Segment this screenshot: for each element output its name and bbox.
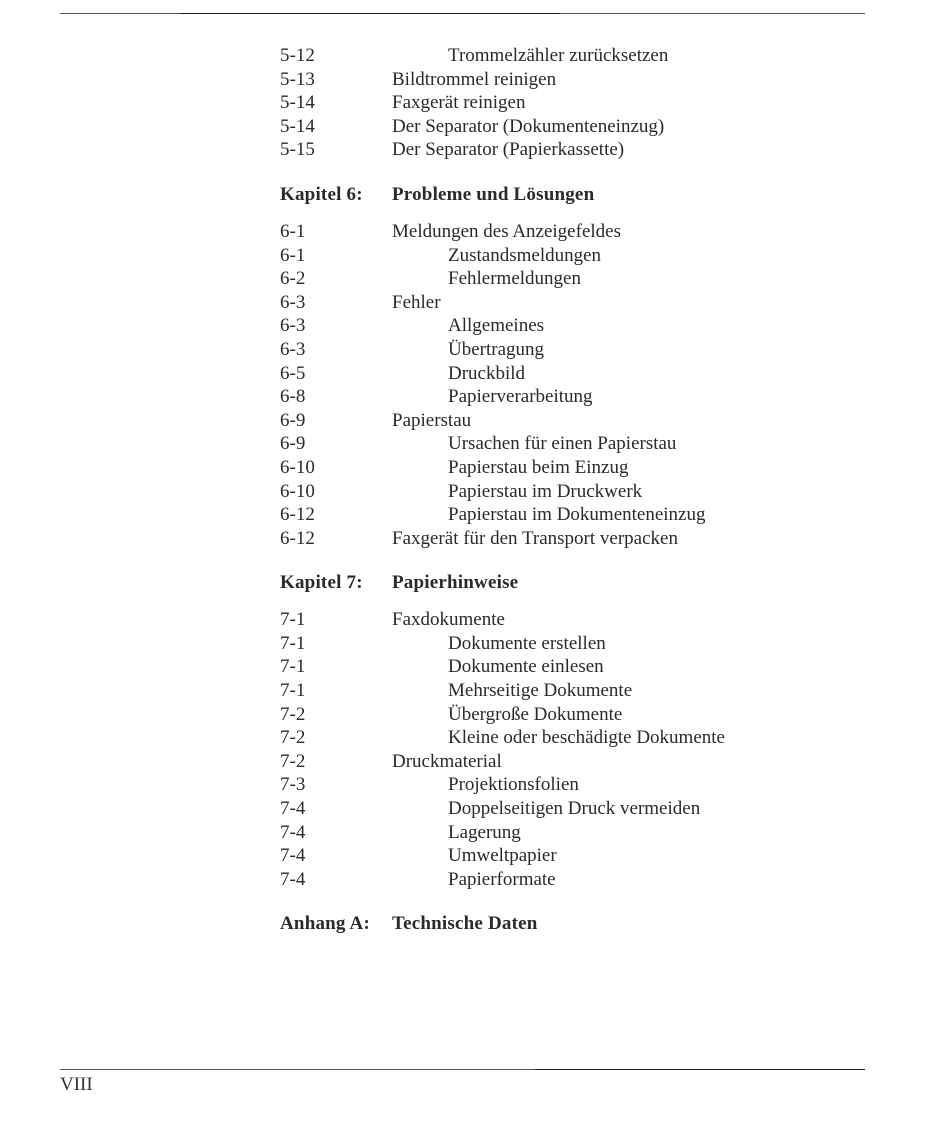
toc-entry-title: Der Separator (Papierkassette) (392, 139, 625, 161)
toc-entry-title: Faxgerät für den Transport verpacken (392, 527, 678, 549)
toc-page-number: 5-13 (280, 68, 315, 90)
toc-entry-title: Dokumente erstellen (448, 632, 606, 654)
toc-page-number: 6-9 (280, 433, 306, 455)
toc-page-number: 5-12 (280, 45, 315, 66)
toc-page-number: 6-8 (280, 386, 306, 408)
toc-page-number: 7-1 (280, 609, 306, 631)
toc-page-number: 7-4 (280, 868, 306, 890)
toc-entry (280, 503, 800, 527)
toc-block-chapter-5 (280, 44, 800, 162)
toc-entry (280, 138, 800, 162)
toc-entry (280, 409, 800, 433)
toc-entry (280, 244, 800, 268)
page-number: VIII (60, 1074, 93, 1095)
chapter-label: Kapitel 7: (280, 572, 363, 594)
toc-entry-title: Papierstau im Dokumenteneinzug (448, 504, 706, 526)
toc-entry-title: Mehrseitige Dokumente (448, 680, 633, 702)
toc-entry (280, 338, 800, 362)
toc-entry-title: Zustandsmeldungen (448, 244, 602, 266)
toc-entry (280, 115, 800, 139)
toc-entry (280, 44, 800, 68)
toc-page-number: 6-3 (280, 338, 306, 360)
toc-entry (280, 608, 800, 632)
toc-page-number: 7-2 (280, 750, 306, 772)
toc-page-number: 5-14 (280, 115, 315, 137)
toc-page-number: 6-2 (280, 268, 306, 290)
toc-page-number: 7-4 (280, 821, 306, 843)
toc-entry (280, 456, 800, 480)
chapter-heading-7 (280, 571, 800, 595)
toc-entry (280, 362, 800, 386)
toc-entry-title: Papierformate (448, 868, 556, 890)
toc-entry-title: Faxdokumente (392, 609, 505, 631)
toc-entry (280, 480, 800, 504)
toc-entry-title: Papierstau (392, 409, 472, 431)
toc-entry-title: Ursachen für einen Papierstau (448, 433, 677, 455)
toc-entry-title: Allgemeines (448, 315, 545, 337)
toc-entry (280, 220, 800, 244)
toc-entry (280, 844, 800, 868)
header-rule (60, 13, 865, 14)
table-of-contents (280, 44, 800, 936)
toc-page-number: 7-2 (280, 727, 306, 749)
toc-block-chapter-6 (280, 220, 800, 550)
toc-page-number: 6-3 (280, 315, 306, 337)
toc-page-number: 7-1 (280, 680, 306, 702)
toc-entry-title: Dokumente einlesen (448, 656, 604, 678)
toc-page-number: 5-15 (280, 139, 315, 161)
toc-entry (280, 91, 800, 115)
chapter-title: Probleme und Lösungen (392, 183, 595, 205)
chapter-title: Papierhinweise (392, 572, 519, 594)
toc-entry (280, 703, 800, 727)
toc-entry-title: Bildtrommel reinigen (392, 68, 557, 90)
toc-entry-title: Fehler (392, 291, 441, 313)
toc-entry (280, 868, 800, 892)
chapter-heading-6 (280, 183, 800, 207)
toc-entry-title: Doppelseitigen Druck vermeiden (448, 798, 701, 820)
appendix-heading-a (280, 912, 800, 936)
toc-entry-title: Papierstau im Druckwerk (448, 480, 643, 502)
toc-entry (280, 527, 800, 551)
toc-page-number: 6-1 (280, 244, 306, 266)
chapter-label: Kapitel 6: (280, 183, 363, 205)
toc-entry (280, 385, 800, 409)
toc-entry-title: Übergroße Dokumente (448, 703, 623, 725)
toc-page-number: 7-2 (280, 703, 306, 725)
toc-page-number: 7-3 (280, 774, 306, 796)
toc-entry (280, 267, 800, 291)
toc-entry-title: Fehlermeldungen (448, 268, 581, 290)
appendix-title: Technische Daten (392, 913, 538, 935)
toc-page-number: 6-10 (280, 456, 315, 478)
toc-page-number: 6-3 (280, 291, 306, 313)
toc-entry (280, 750, 800, 774)
toc-entry (280, 655, 800, 679)
toc-entry-title: Lagerung (448, 821, 521, 843)
toc-entry (280, 432, 800, 456)
toc-entry (280, 291, 800, 315)
toc-entry (280, 632, 800, 656)
toc-page-number: 6-5 (280, 362, 306, 384)
toc-entry-title: Umweltpapier (448, 845, 557, 867)
toc-entry (280, 821, 800, 845)
toc-entry-title: Papierstau beim Einzug (448, 456, 629, 478)
toc-entry-title: Projektionsfolien (448, 774, 579, 796)
toc-entry (280, 797, 800, 821)
footer-rule (60, 1069, 865, 1070)
toc-page-number: 7-1 (280, 632, 306, 654)
toc-block-chapter-7 (280, 608, 800, 891)
toc-page-number: 7-4 (280, 798, 306, 820)
toc-page-number: 6-1 (280, 220, 306, 242)
toc-entry-title: Druckbild (448, 362, 526, 384)
toc-entry (280, 726, 800, 750)
toc-page-number: 6-12 (280, 504, 315, 526)
toc-page-number: 7-4 (280, 845, 306, 867)
toc-entry (280, 68, 800, 92)
toc-entry-title: Papierverarbeitung (448, 386, 593, 408)
toc-page-number: 6-10 (280, 480, 315, 502)
toc-entry-title: Übertragung (448, 338, 545, 360)
toc-entry-title: Druckmaterial (392, 750, 502, 772)
toc-entry-title: Trommelzähler zurücksetzen (448, 45, 669, 66)
toc-entry-title: Kleine oder beschädigte Dokumente (448, 727, 725, 749)
toc-entry-title: Der Separator (Dokumenteneinzug) (392, 115, 665, 137)
toc-page-number: 6-9 (280, 409, 306, 431)
toc-entry (280, 314, 800, 338)
toc-page-number: 5-14 (280, 92, 315, 114)
toc-page-number: 7-1 (280, 656, 306, 678)
toc-entry-title: Faxgerät reinigen (392, 92, 526, 114)
toc-entry (280, 773, 800, 797)
appendix-label: Anhang A: (280, 913, 370, 935)
toc-entry-title: Meldungen des Anzeigefeldes (392, 220, 621, 242)
toc-entry (280, 679, 800, 703)
toc-page-number: 6-12 (280, 527, 315, 549)
